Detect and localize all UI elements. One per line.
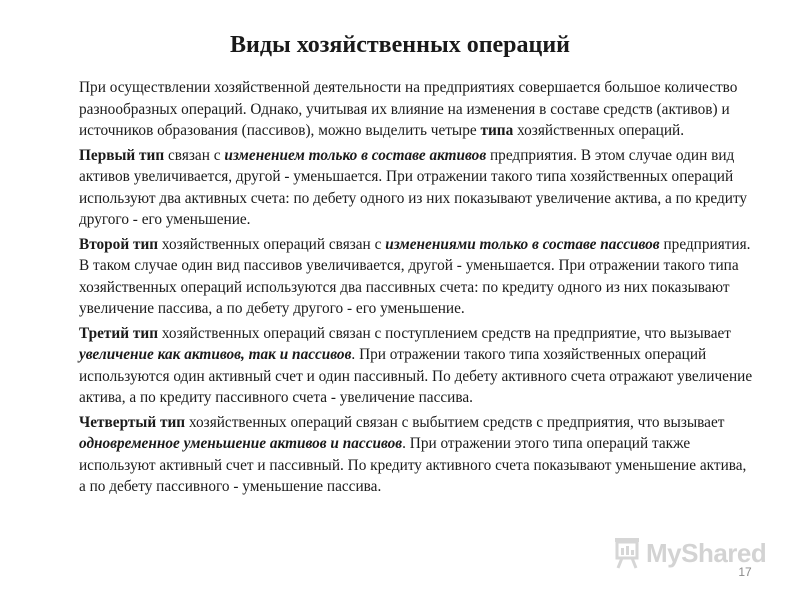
intro-text-a: При осуществлении хозяйственной деятельности на предприятиях совершается большое количество разнообразных операций. Однако, учитывая их влияние на изменения в составе средств (активов) и источников образования (пассивов), можно выделить четыре: [79, 79, 738, 139]
presentation-board-icon: [612, 536, 642, 570]
paragraph-fourth-type: [79, 412, 755, 498]
third-type-label: Третий тип: [79, 324, 159, 342]
slide-body: [79, 77, 755, 501]
first-type-emphasis: изменением только в составе активов: [224, 146, 487, 164]
fourth-type-emphasis: одновременное уменьшение активов и пассивов: [79, 435, 403, 452]
third-type-text-b: . При отражении такого типа хозяйственных операций используются один активный счет и один пассивный. По дебету активного счета отражают увеличение актива, а по кредиту пассивного счета - увеличение пассива.: [79, 346, 753, 406]
second-type-label: Второй тип: [79, 235, 159, 253]
first-type-text-b: предприятия. В этом случае один вид активов увеличивается, другой - уменьшается. При отражении такого типа хозяйственных операций используют два активных счета: по дебету одного из них показывают увеличение актива, а по кредиту другого - его уменьшение.: [79, 146, 748, 228]
intro-text-b: хозяйственных операций.: [513, 122, 685, 139]
third-type-emphasis: увеличение как активов, так и пассивов: [79, 346, 352, 363]
third-type-text-a: хозяйственных операций связан с поступлением средств на предприятие, что вызывает: [158, 324, 731, 342]
paragraph-second-type: [79, 234, 755, 320]
paragraph-third-type: [79, 323, 755, 409]
slide-title: Виды хозяйственных операций: [229, 32, 571, 58]
page-number: 17: [738, 565, 752, 579]
second-type-text-b: предприятия. В таком случае один вид пассивов увеличивается, другой - уменьшается. При отражении такого типа хозяйственных операций используются два пассивных счета: по кредиту одного из них показывают увеличение пассива, а по дебету другого - его уменьшение.: [79, 235, 751, 317]
fourth-type-text-a: хозяйственных операций связан с выбытием средств с предприятия, что вызывает: [185, 413, 725, 431]
second-type-emphasis: изменениями только в составе пассивов: [385, 235, 660, 253]
intro-bold-word: типа: [480, 122, 514, 139]
paragraph-intro: [79, 77, 755, 142]
first-type-text-a: связан с: [164, 146, 225, 164]
second-type-text-a: хозяйственных операций связан с: [158, 235, 386, 253]
paragraph-first-type: [79, 145, 755, 231]
first-type-label: Первый тип: [79, 146, 165, 164]
watermark-text: MyShared: [646, 537, 767, 568]
fourth-type-label: Четвертый тип: [79, 413, 186, 431]
fourth-type-text-b: . При отражении этого типа операций также используют активный счет и пассивный. По кредиту активного счета показывают уменьшение актива, а по дебету пассивного - уменьшение пассива.: [79, 435, 747, 495]
